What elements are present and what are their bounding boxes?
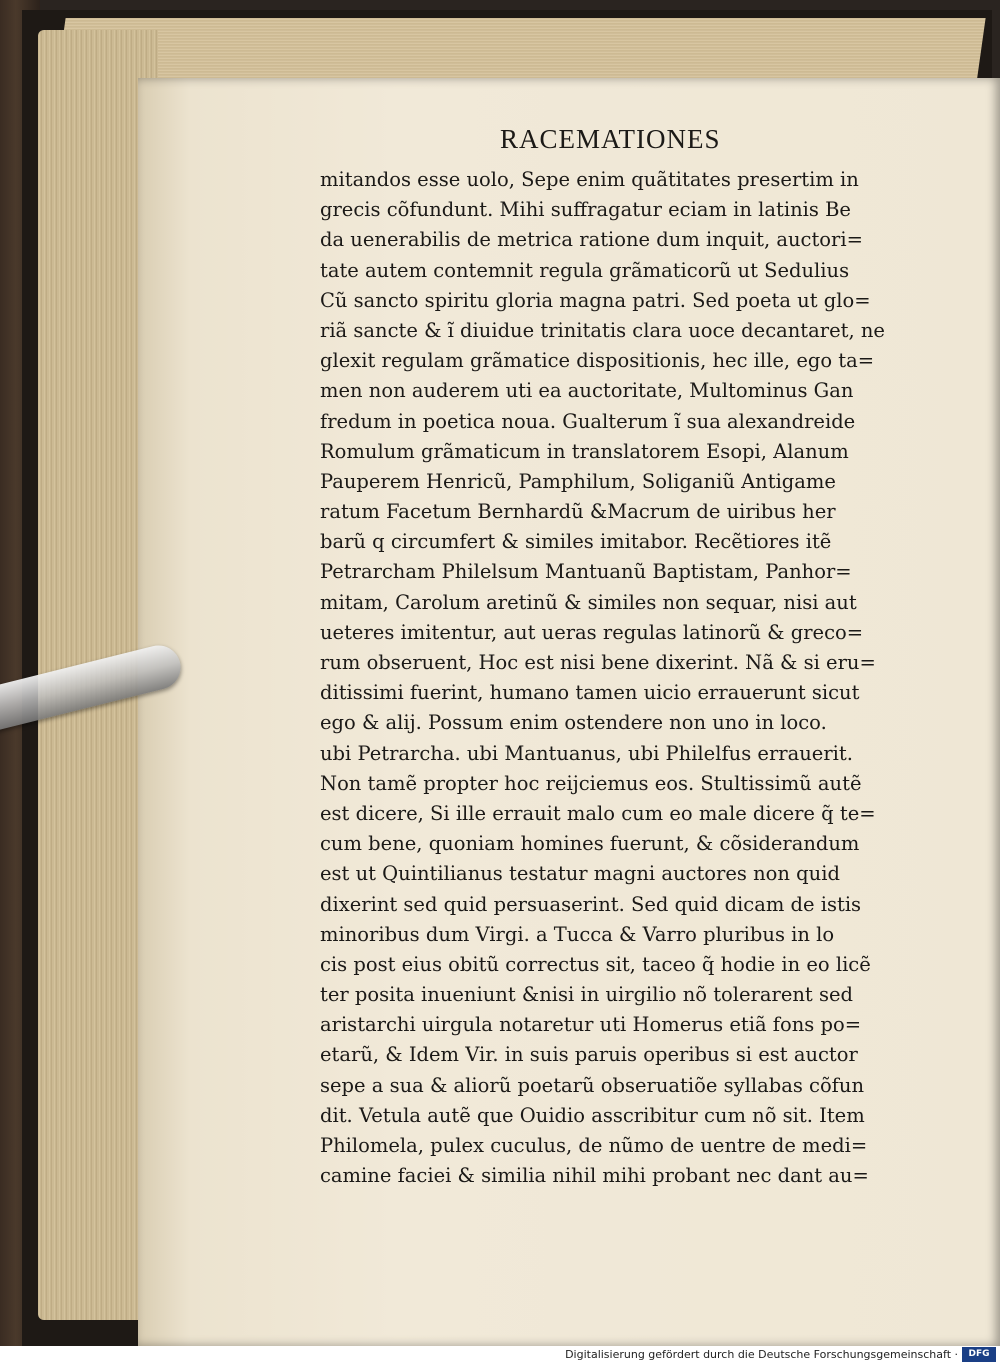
text-line: Romulum grãmaticum in translatorem Esopi, Alanum [320,439,849,463]
text-line: est ut Quintilianus testatur magni auctores non quid [320,862,840,886]
text-line: etarũ, & Idem Vir. in suis paruis operibus si est auctor [320,1043,858,1067]
text-line: mitandos esse uolo, Sepe enim quãtitates presertim in [320,168,859,191]
text-line: Pauperem Henricũ, Pamphilum, Soliganiũ Antigame [320,469,836,493]
text-line: da uenerabilis de metrica ratione dum inquit, auctori= [320,228,863,252]
running-head: RACEMATIONES [500,124,721,154]
text-line: dit. Vetula autẽ que Ouidio asscribitur cum nõ sit. Item [320,1103,865,1127]
text-line: grecis cõfundunt. Mihi suffragatur eciam in latinis Be [320,198,851,222]
text-line: sepe a sua & aliorũ poetarũ obseruatiõe syllabas cõfun [320,1073,865,1097]
text-line: ditissimi fuerint, humano tamen uicio errauerunt sicut [320,681,860,705]
body-text [320,165,910,1191]
text-line: barũ q circumfert & similes imitabor. Recẽtiores itẽ [320,530,832,554]
text-line: camine faciei & similia nihil mihi probant nec dant au= [320,1164,869,1188]
text-line: riã sancte & ĩ diuidue trinitatis clara uoce decantaret, ne [320,318,885,342]
text-line: minoribus dum Virgi. a Tucca & Varro pluribus in lo [320,922,835,946]
text-line: glexit regulam grãmatice dispositionis, hec ille, ego ta= [320,349,875,373]
text-line: ter posita inueniunt &nisi in uirgilio nõ tolerarent sed [320,983,853,1007]
text-line: cis post eius obitũ correctus sit, taceo q̃ hodie in eo licẽ [320,952,871,976]
funding-credit: Digitalisierung gefördert durch die Deutsche Forschungsgemeinschaft · [565,1348,958,1361]
footer-bar [0,1346,1000,1364]
dfg-logo: DFG [962,1347,996,1362]
text-line: tate autem contemnit regula grãmaticorũ ut Sedulius [320,258,850,282]
text-line: dixerint sed quid persuaserint. Sed quid dicam de istis [320,892,862,916]
text-line: aristarchi uirgula notaretur uti Homerus etiã fons po= [320,1013,862,1037]
text-line: ratum Facetum Bernhardũ &Macrum de uiribus her [320,500,836,524]
text-line: mitam, Carolum aretinũ & similes non sequar, nisi aut [320,590,857,614]
text-line: men non auderem uti ea auctoritate, Multominus Gan [320,379,854,403]
text-line: est dicere, Si ille errauit malo cum eo male dicere q̃ te= [320,801,876,825]
text-line: Non tamẽ propter hoc reijciemus eos. Stultissimũ autẽ [320,771,862,795]
text-line: ego & alij. Possum enim ostendere non uno in loco. [320,711,827,735]
text-line: ubi Petrarcha. ubi Mantuanus, ubi Philelfus errauerit. [320,741,853,765]
text-line: Cũ sancto spiritu gloria magna patri. Sed poeta ut glo= [320,288,871,312]
text-line: rum obseruent, Hoc est nisi bene dixerint. Nã & si eru= [320,651,876,674]
text-line: cum bene, quoniam homines fuerunt, & cõsiderandum [320,832,860,856]
text-line: fredum in poetica noua. Gualterum ĩ sua alexandreide [320,409,856,433]
text-line: Philomela, pulex cuculus, de nũmo de uentre de medi= [320,1134,868,1157]
text-line: ueteres imitentur, aut ueras regulas latinorũ & greco= [320,620,864,644]
text-line: Petrarcham Philelsum Mantuanũ Baptistam, Panhor= [320,560,852,584]
